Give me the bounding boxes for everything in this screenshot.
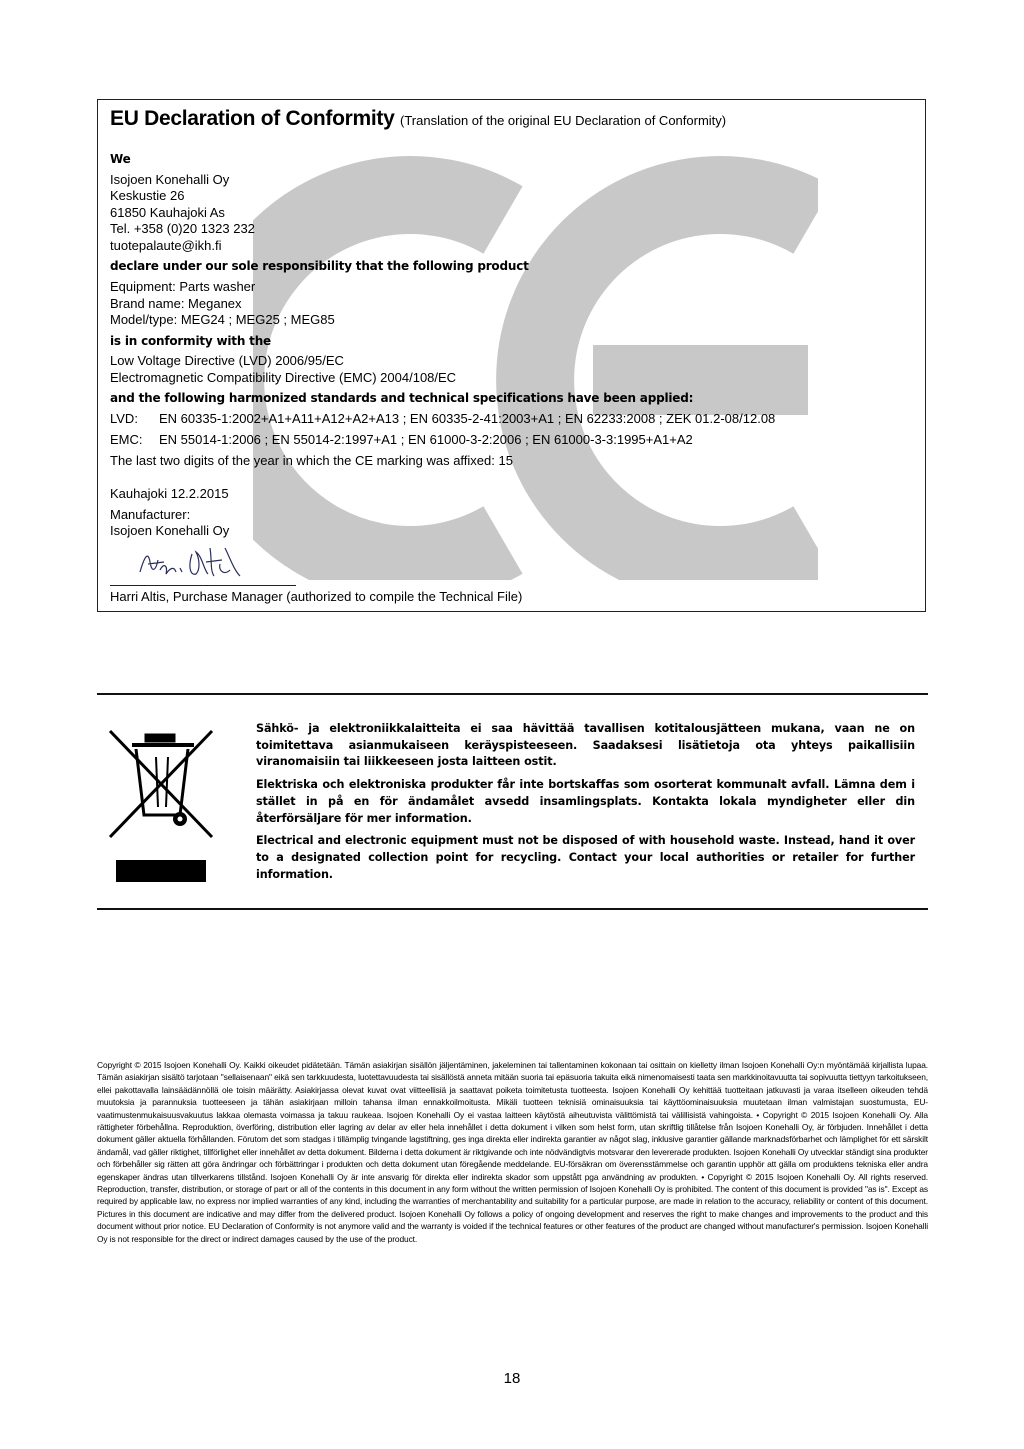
lvd-standards-row bbox=[110, 411, 775, 428]
lvd-label: LVD: bbox=[110, 411, 138, 426]
model-type: Model/type: MEG24 ; MEG25 ; MEG85 bbox=[110, 312, 335, 327]
directive-lvd: Low Voltage Directive (LVD) 2006/95/EC bbox=[110, 353, 344, 368]
declaration-subtitle: (Translation of the original EU Declaration of Conformity) bbox=[400, 113, 727, 128]
place-date: Kauhajoki 12.2.2015 bbox=[110, 486, 229, 501]
lvd-standards: EN 60335-1:2002+A1+A11+A12+A2+A13 ; EN 60335-2-41:2003+A1 ; EN 62233:2008 ; ZEK 01.2-08/12.08 bbox=[159, 411, 776, 426]
weee-top-rule bbox=[97, 693, 928, 695]
emc-standards-row bbox=[110, 432, 693, 449]
company-name: Isojoen Konehalli Oy bbox=[110, 172, 230, 187]
conformity-statement: is in conformity with the bbox=[110, 334, 271, 348]
signature-line bbox=[110, 585, 296, 586]
declaration-title: EU Declaration of Conformity bbox=[110, 107, 395, 130]
signatory: Harri Altis, Purchase Manager (authorized to compile the Technical File) bbox=[110, 589, 523, 604]
equipment: Equipment: Parts washer bbox=[110, 279, 256, 294]
we-label: We bbox=[110, 152, 131, 166]
weee-swedish: Elektriska och elektroniska produkter får inte bortskaffas som osorterat kommunalt avfall. Lämna dem i stället in på en för ändamålet avsedd insamlingsplats. Kontakta lokala myndigheter eller din återförsäljare för mer information. bbox=[256, 778, 915, 825]
copyright-text: Copyright © 2015 Isojoen Konehalli Oy. Kaikki oikeudet pidätetään. Tämän asiakirjan sisällön jäljentäminen, jakeleminen tai tallentaminen kokonaan tai osittain on kielletty ilman Isojoen Konehalli Oy:n myöntämää kirjallista lupaa. Tämän asiakirjan sisältö tarjotaan "sellaisenaan" eikä sen tarkkuudesta, luotettavuudesta tai sisällöstä anneta mitään suoria tai epäsuoria takuita eikä nimenomaisesti taata sen markkinoitavuutta tai sopivuutta tiettyyn tarkoitukseen, ellei pakottavalla lainsäädännöllä ole toisin määrätty. Asiakirjassa olevat kuvat ovat viitteellisiä ja saattavat poiketa toimitetusta tuotteesta. Isojoen Konehalli Oy kehittää tuotteitaan jatkuvasti ja varaa itselleen oikeuden tehdä muutoksia ja parannuksia tuotteeseen ja tähän asiakirjaan milloin tahansa ilman ennakkoilmoitusta. Mikäli tuotteen teknisiä ominaisuuksia tai käyttöominaisuuksia muutetaan ilman valmistajan suostumusta, EU-vaatimustenmukaisuusvakuutus lakkaa olemasta voimassa ja takuu raukeaa. Isojoen Konehalli Oy ei vastaa laitteen käytöstä aiheutuvista välittömistä tai välillisistä vahingoista. • Copyright © 2015 Isojoen Konehalli Oy. Alla rättigheter förbehållna. Reproduktion, överföring, distribution eller lagring av delar av eller hela innehållet i detta dokument i vilken som helst form, utan skriftlig tillåtelse från Isojoen Konehalli Oy, är förbjuden. Innehållet i detta dokument gäller aktuella förhållanden. Förutom det som stadgas i tillämplig tvingande lagstiftning, ges inga direkta eller indirekta garantier av något slag, inklusive garantier gällande marknadsförbarhet och lämplighet för ett särskilt ändamål, vad gäller riktighet, tillförlighet eller innehållet av detta dokument. Bilderna i detta dokument är riktgivande och inte nödvändigtvis motsvarar den levererade produkten. Isojoen Konehalli Oy utvecklar ständigt sina produkter och förbehåller sig rätten att göra ändringar och förbättringar i produkten och detta dokument utan föregående meddelande. EU-försäkran om överensstämmelse och garantin upphör att gälla om produktens tekniska eller andra egenskaper ändras utan tillverkarens tillstånd. Isojoen Konehalli Oy är inte ansvarig för direkta eller indirekta skador som uppstått pga användning av produkten. • Copyright © 2015 Isojoen Konehalli Oy. All rights reserved. Reproduction, transfer, distribution, or storage of part or all of the contents in this document in any form without the written permission of Isojoen Konehalli Oy is prohibited. The content of this document is provided "as is". Except as required by applicable law, no express nor implied warranties of any kind, including the warranties of merchantability and suitability for a particular purpose, are made in relation to the accuracy, reliability or content of this document. Pictures in this document are indicative and may differ from the delivered product. Isojoen Konehalli Oy follows a policy of ongoing development and reserves the right to make changes and improvements to the product and this document without prior notice. EU Declaration of Conformity is not anymore valid and the warranty is voided if the technical features or other features of the product are changed without manufacturer's permission. Isojoen Konehalli Oy is not responsible for the direct or indirect damages caused by the use of the product. bbox=[97, 1060, 928, 1244]
weee-bottom-rule bbox=[97, 908, 928, 910]
declaration-box bbox=[97, 99, 926, 612]
company-city: 61850 Kauhajoki As bbox=[110, 205, 225, 220]
company-phone: Tel. +358 (0)20 1323 232 bbox=[110, 221, 255, 236]
page-number: 18 bbox=[503, 1370, 521, 1387]
emc-label: EMC: bbox=[110, 432, 143, 447]
crossed-wheelie-bin-icon bbox=[106, 727, 216, 842]
standards-statement: and the following harmonized standards and technical specifications have been applied: bbox=[110, 391, 694, 405]
company-street: Keskustie 26 bbox=[110, 188, 185, 203]
ce-year-note: The last two digits of the year in which the CE marking was affixed: 15 bbox=[110, 453, 513, 468]
weee-finnish: Sähkö- ja elektroniikkalaitteita ei saa hävittää tavallisen kotitalousjätteen mukana, vaan ne on toimitettava asianmukaiseen keräyspisteeseen. Saadaksesi lisätietoja ota yhteys paikallisiin viranomaisiin tai liikkeeseen josta laitteen ostit. bbox=[256, 722, 915, 769]
manufacturer-label: Manufacturer: bbox=[110, 507, 191, 522]
signature bbox=[130, 540, 250, 585]
weee-black-bar bbox=[116, 860, 206, 882]
weee-english: Electrical and electronic equipment must not be disposed of with household waste. Instead, hand it over to a designated collection point for recycling. Contact your local authorities or retailer for further information. bbox=[256, 834, 915, 881]
brand-name: Brand name: Meganex bbox=[110, 296, 242, 311]
emc-standards: EN 55014-1:2006 ; EN 55014-2:1997+A1 ; EN 61000-3-2:2006 ; EN 61000-3-3:1995+A1+A2 bbox=[159, 432, 693, 447]
directive-emc: Electromagnetic Compatibility Directive (EMC) 2004/108/EC bbox=[110, 370, 457, 385]
declare-statement: declare under our sole responsibility that the following product bbox=[110, 259, 529, 273]
manufacturer-name: Isojoen Konehalli Oy bbox=[110, 523, 230, 538]
declaration-heading bbox=[110, 107, 727, 130]
weee-notice bbox=[256, 721, 915, 889]
company-email: tuotepalaute@ikh.fi bbox=[110, 238, 222, 253]
